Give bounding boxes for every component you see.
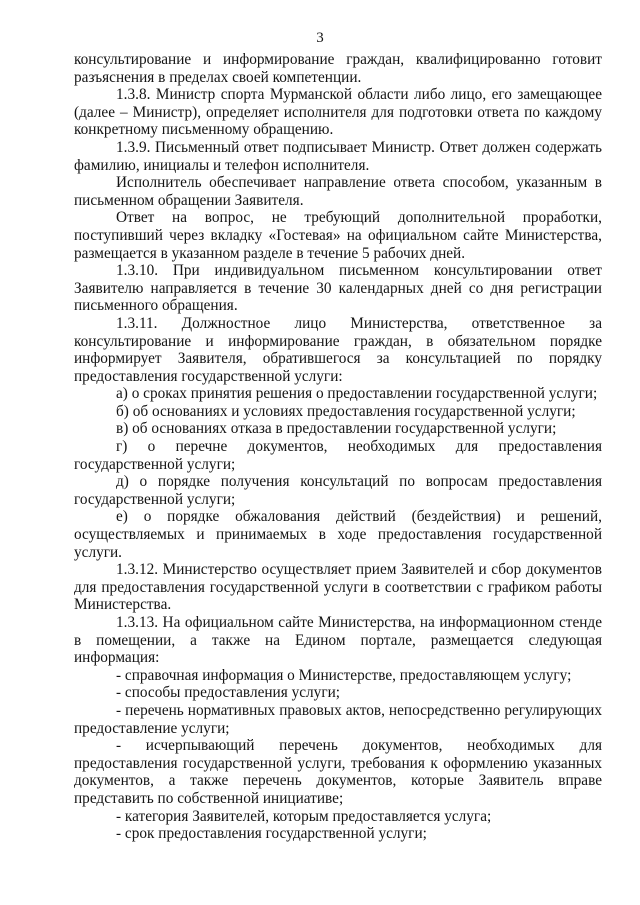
paragraph: 1.3.8. Министр спорта Мурманской области либо лицо, его замещающее (далее – Министр), определяет исполнителя для подготовки ответа по каждому конкретному письменному обращению. (74, 86, 602, 139)
paragraph: 1.3.11. Должностное лицо Министерства, ответственное за консультирование и информирование граждан, в обязательном порядке информирует Заявителя, обратившегося за консультацией по порядку предоставления государственной услуги: (74, 314, 602, 385)
page-number: 3 (316, 30, 324, 46)
list-item: г) о перечне документов, необходимых для предоставления государственной услуги; (74, 438, 602, 473)
list-item: - срок предоставления государственной услуги; (116, 825, 427, 843)
list-item: а) о сроках принятия решения о предоставлении государственной услуги; (116, 385, 598, 403)
document-body (74, 51, 602, 843)
list-item: - справочная информация о Министерстве, предоставляющем услугу; (116, 666, 572, 684)
list-item: - перечень нормативных правовых актов, непосредственно регулирующих предоставление услуги; (74, 701, 602, 737)
paragraph: 1.3.13. На официальном сайте Министерства, на информационном стенде в помещении, а также на Едином портале, размещается следующая информация: (74, 614, 602, 667)
list-item: - категория Заявителей, которым предоставляется услуга; (116, 807, 492, 825)
list-item: б) об основаниях и условиях предоставления государственной услуги; (116, 402, 576, 420)
paragraph: Исполнитель обеспечивает направление ответа способом, указанным в письменном обращении Заявителя. (74, 174, 602, 209)
list-item: д) о порядке получения консультаций по вопросам предоставления государственной услуги; (74, 473, 602, 508)
paragraph: 1.3.12. Министерство осуществляет прием Заявителей и сбор документов для предоставления государственной услуги в соответствии с графиком работы Министерства. (74, 561, 602, 614)
paragraph: 1.3.10. При индивидуальном письменном консультировании ответ Заявителю направляется в течение 30 календарных дней со дня регистрации письменного обращения. (74, 262, 602, 315)
list-item: - способы предоставления услуги; (116, 684, 341, 702)
paragraph: 1.3.9. Письменный ответ подписывает Министр. Ответ должен содержать фамилию, инициалы и телефон исполнителя. (74, 138, 602, 174)
list-item: - исчерпывающий перечень документов, необходимых для предоставления государственной услуги, требования к оформлению указанных документов, а также перечень документов, которые Заявитель вправе представить по собственной инициативе; (74, 737, 602, 807)
list-item: е) о порядке обжалования действий (бездействия) и решений, осуществляемых и принимаемых в ходе предоставления государственной услуги. (74, 508, 602, 561)
paragraph: Ответ на вопрос, не требующий дополнительной проработки, поступивший через вкладку «Гостевая» на официальном сайте Министерства, размещается в указанном разделе в течение 5 рабочих дней. (74, 209, 602, 262)
paragraph: консультирование и информирование граждан, квалифицированно готовит разъяснения в пределах своей компетенции. (74, 51, 602, 86)
list-item: в) об основаниях отказа в предоставлении государственной услуги; (116, 420, 557, 438)
